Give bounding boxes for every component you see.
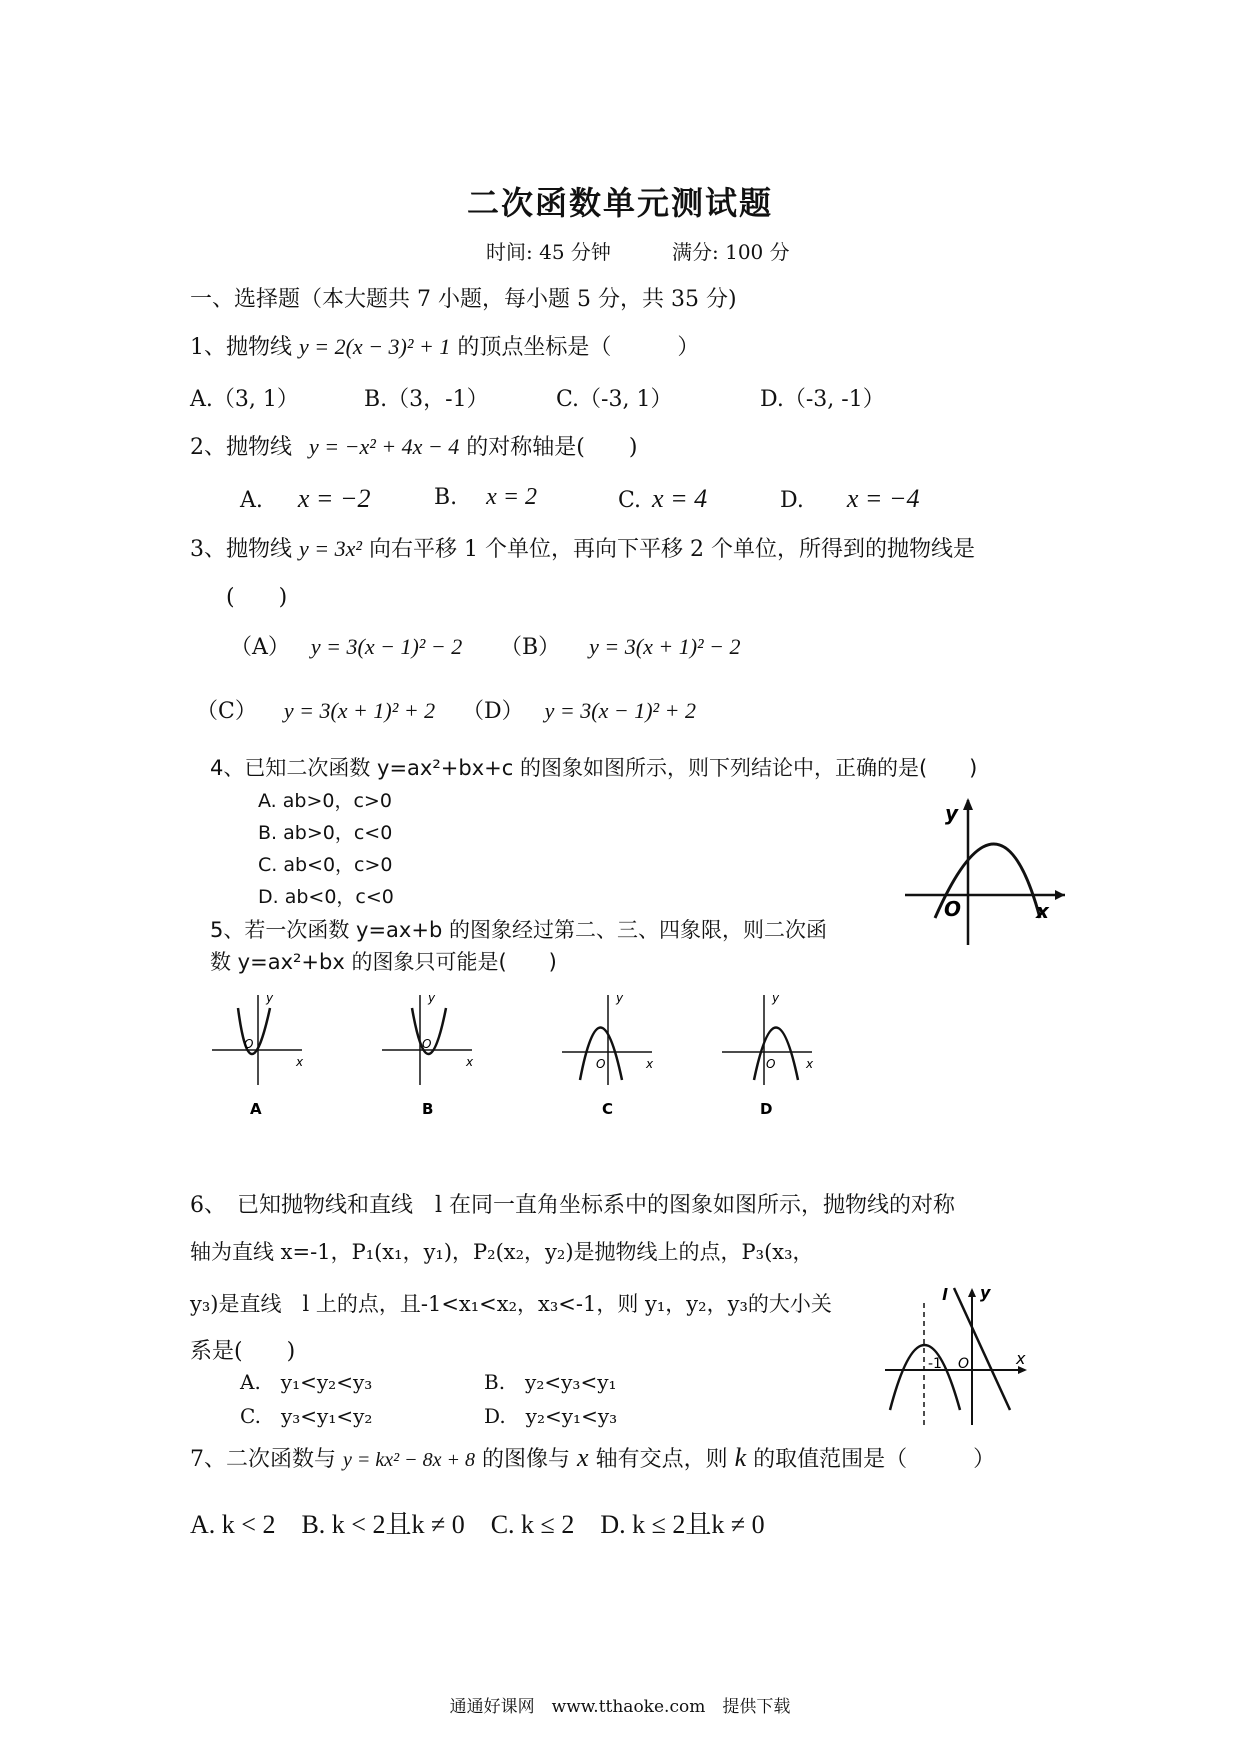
q5b-x-label: x	[466, 1055, 474, 1069]
q6-origin-label: O	[958, 1356, 970, 1372]
section-heading: 一、选择题（本大题共 7 小题，每小题 5 分，共 35 分)	[190, 287, 737, 312]
q3-answer-paren: ( )	[226, 585, 288, 610]
q4-graph	[900, 790, 1070, 950]
q5-label-a: A	[250, 1100, 262, 1118]
q7-x-var: x	[577, 1443, 589, 1472]
q2-stem-end: 的对称轴是( )	[466, 435, 638, 460]
q5a-y-label: y	[266, 991, 274, 1005]
q5b-origin: O	[422, 1037, 432, 1051]
q5-graph-d	[720, 990, 820, 1120]
q4-option-d: D. ab<0，c<0	[258, 886, 394, 908]
time-limit: 时间: 45 分钟	[486, 240, 611, 264]
q3-option-d: （D） y = 3(x − 1)² + 2	[462, 698, 696, 724]
q6-option-a: A. y₁<y₂<y₃	[240, 1370, 373, 1394]
q6-option-c: C. y₃<y₁<y₂	[240, 1404, 373, 1428]
q5-graph-c	[560, 990, 660, 1120]
q5a-x-label: x	[296, 1055, 304, 1069]
q7-stem-b: 的图像与	[482, 1447, 571, 1472]
q5-label-b: B	[422, 1100, 434, 1118]
q6-x-label: x	[1016, 1349, 1026, 1368]
q5-label-c: C	[602, 1100, 614, 1118]
q5-graph-b	[380, 990, 480, 1120]
q4-x-label: x	[1036, 899, 1049, 923]
question-4: 4、已知二次函数 y=ax²+bx+c 的图象如图所示，则下列结论中，正确的是( )	[210, 756, 978, 780]
q4-option-b: B. ab>0，c<0	[258, 822, 393, 844]
q5c-y-label: y	[616, 991, 624, 1005]
q6-option-b: B. y₂<y₃<y₁	[484, 1370, 617, 1394]
question-3	[190, 532, 975, 563]
q1-stem-end: 的顶点坐标是（ ）	[457, 335, 700, 360]
q5d-origin: O	[766, 1057, 776, 1071]
question-6-line4: 系是( )	[190, 1339, 296, 1364]
footer-credit: 通通好课网 www.tthaoke.com 提供下载	[449, 1697, 791, 1717]
q3-formula: y = 3x²	[299, 536, 362, 561]
q6-option-d: D. y₂<y₁<y₃	[484, 1404, 618, 1428]
q7-stem-c: 轴有交点，则	[595, 1447, 728, 1472]
q7-formula: y = kx² − 8x + 8	[343, 1449, 475, 1471]
q1-option-b: B.（3，-1）	[364, 387, 489, 412]
q6-graph	[880, 1280, 1050, 1430]
question-6-line3: y₃)是直线 l 上的点，且-1<x₁<x₂，x₃<-1，则 y₁，y₂，y₃的大小关	[190, 1292, 832, 1316]
q3-stem: 3、抛物线	[190, 537, 292, 562]
question-2	[190, 430, 637, 461]
q5d-x-label: x	[806, 1057, 814, 1071]
question-1	[190, 330, 699, 361]
q6-tick-label: -1	[928, 1356, 942, 1372]
q4-option-a: A. ab>0，c>0	[258, 790, 392, 812]
q1-option-d: D.（-3, -1）	[760, 387, 885, 412]
q1-stem: 1、抛物线	[190, 335, 292, 360]
q5-graph-a	[210, 990, 310, 1120]
question-5-line2: 数 y=ax²+bx 的图象只可能是( )	[210, 950, 557, 974]
question-6-line2: 轴为直线 x=-1，P₁(x₁，y₁)，P₂(x₂，y₂)是抛物线上的点，P₃(x₃，	[190, 1240, 814, 1264]
q2-option-a: A. x = −2	[240, 484, 371, 513]
q3-option-a: （A） y = 3(x − 1)² − 2	[230, 634, 463, 660]
q3-option-b: （B） y = 3(x + 1)² − 2	[500, 634, 741, 660]
q5c-origin: O	[596, 1057, 606, 1071]
q2-formula: y = −x² + 4x − 4	[309, 434, 460, 459]
q4-option-c: C. ab<0，c>0	[258, 854, 393, 876]
q4-origin-label: O	[944, 897, 962, 921]
q1-option-a: A.（3, 1）	[190, 387, 299, 412]
question-7	[190, 1442, 995, 1473]
q7-k-var: k	[734, 1443, 747, 1472]
page-title: 二次函数单元测试题	[466, 184, 773, 222]
q7-stem: 7、二次函数与	[190, 1447, 336, 1472]
q1-formula: y = 2(x − 3)² + 1	[299, 334, 451, 359]
q2-stem: 2、抛物线	[190, 435, 292, 460]
q2-option-d: D. x = −4	[780, 484, 920, 513]
q7-options: A. k < 2 B. k < 2且k ≠ 0 C. k ≤ 2 D. k ≤ 2且k ≠ 0	[190, 1510, 765, 1539]
q7-stem-d: 的取值范围是（ ）	[753, 1447, 996, 1472]
q2-option-b: B. x = 2	[434, 484, 538, 510]
q5d-y-label: y	[772, 991, 780, 1005]
q5a-origin: O	[244, 1037, 254, 1051]
q2-option-c: C. x = 4	[618, 484, 708, 513]
q6-y-label: y	[980, 1283, 991, 1302]
q1-option-c: C.（-3, 1）	[556, 387, 673, 412]
q5-label-d: D	[760, 1100, 773, 1118]
question-5-line1: 5、若一次函数 y=ax+b 的图象经过第二、三、四象限，则二次函	[210, 918, 827, 942]
q3-stem-end: 向右平移 1 个单位，再向下平移 2 个单位，所得到的抛物线是	[368, 537, 975, 562]
q5b-y-label: y	[428, 991, 436, 1005]
full-score: 满分: 100 分	[672, 240, 790, 264]
question-6-line1: 6、 已知抛物线和直线 l 在同一直角坐标系中的图象如图所示，抛物线的对称	[190, 1193, 956, 1218]
q3-option-c: （C） y = 3(x + 1)² + 2	[196, 698, 436, 724]
q5c-x-label: x	[646, 1057, 654, 1071]
q6-line-label: l	[942, 1285, 948, 1304]
q4-y-label: y	[945, 801, 959, 825]
